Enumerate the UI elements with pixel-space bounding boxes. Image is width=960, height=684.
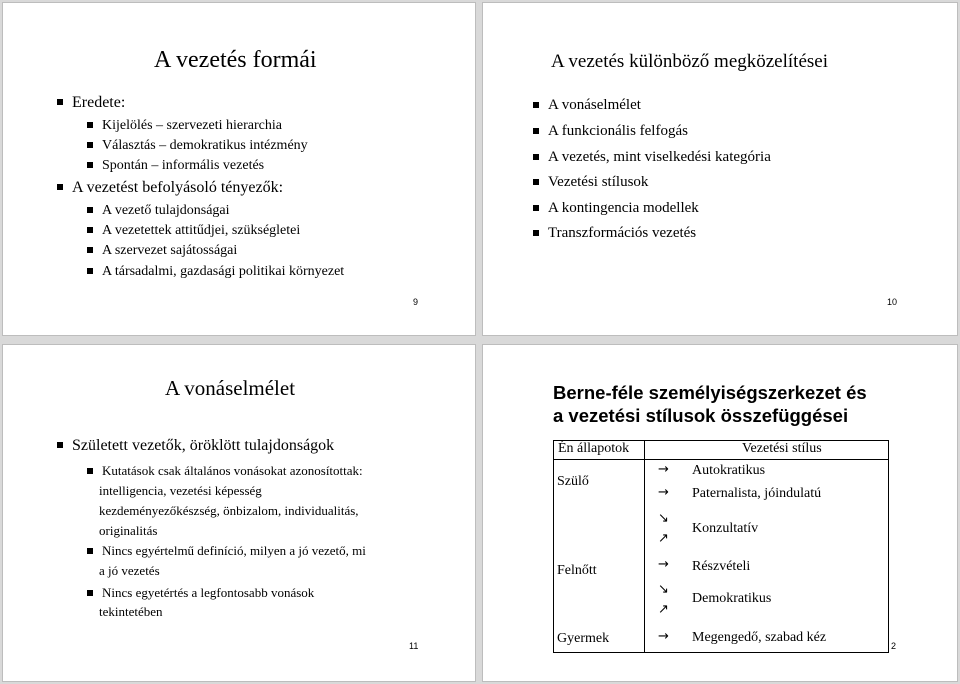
bullet-square-icon bbox=[87, 247, 93, 253]
bullet-square-icon bbox=[87, 548, 93, 554]
bullet-square-icon bbox=[57, 99, 63, 105]
style-laissez-faire: Megengedő, szabad kéz bbox=[692, 630, 827, 645]
list-item-continuation: intelligencia, vezetési képesség bbox=[99, 483, 262, 498]
slide-11-title: A vonáselmélet bbox=[165, 376, 296, 400]
list-item: A vonáselmélet bbox=[533, 97, 641, 114]
style-paternalistic: Paternalista, jóindulatú bbox=[692, 486, 822, 501]
arrow-right-icon: → bbox=[658, 629, 669, 644]
ego-state-child: Gyermek bbox=[557, 631, 610, 646]
bullet-square-icon bbox=[87, 590, 93, 596]
title-line-2: a vezetési stílusok összefüggései bbox=[553, 405, 849, 426]
bullet-square-icon bbox=[533, 205, 539, 211]
ego-state-parent: Szülő bbox=[557, 474, 589, 489]
arrow-up-right-icon: ↗ bbox=[658, 602, 669, 617]
page-number: 9 bbox=[413, 297, 419, 307]
list-item: A kontingencia modellek bbox=[533, 200, 699, 217]
bullet-square-icon bbox=[57, 442, 63, 448]
bullet-square-icon bbox=[533, 230, 539, 236]
list-item: Transzformációs vezetés bbox=[533, 225, 696, 242]
bullet-square-icon bbox=[87, 268, 93, 274]
arrow-up-right-icon: ↗ bbox=[658, 531, 669, 546]
title-line-1: Berne-féle személyiségszerkezet és bbox=[553, 382, 867, 403]
bullet-square-icon bbox=[533, 128, 539, 134]
list-item: Eredete: bbox=[57, 94, 125, 112]
list-item: A vezetettek attitűdjei, szükségletei bbox=[87, 223, 300, 239]
ego-state-adult: Felnőtt bbox=[557, 563, 597, 578]
slide-12-title bbox=[553, 381, 867, 427]
list-item: A társadalmi, gazdasági politikai környezet bbox=[87, 264, 344, 280]
bullet-square-icon bbox=[533, 179, 539, 185]
style-participative: Részvételi bbox=[692, 559, 751, 574]
list-item: Választás – demokratikus intézmény bbox=[87, 138, 308, 154]
style-consultative: Konzultatív bbox=[692, 521, 759, 536]
arrow-down-right-icon: ↘ bbox=[658, 511, 669, 526]
bullet-square-icon bbox=[87, 227, 93, 233]
bullet-square-icon bbox=[87, 122, 93, 128]
bullet-square-icon bbox=[533, 154, 539, 160]
list-item-continuation: a jó vezetés bbox=[99, 563, 160, 578]
list-item-continuation: originalitás bbox=[99, 523, 158, 538]
list-item: A funkcionális felfogás bbox=[533, 123, 688, 140]
list-item: A vezető tulajdonságai bbox=[87, 203, 230, 219]
list-item: A vezetést befolyásoló tényezők: bbox=[57, 179, 283, 197]
list-item-continuation: kezdeményezőkészség, önbizalom, individualitás, bbox=[99, 503, 359, 518]
table-header-divider bbox=[554, 459, 888, 460]
list-item: Nincs egyértelmű definíció, milyen a jó vezető, mi bbox=[87, 543, 366, 559]
bullet-square-icon bbox=[57, 184, 63, 190]
style-democratic: Demokratikus bbox=[692, 591, 772, 606]
bullet-square-icon bbox=[87, 162, 93, 168]
list-item: Spontán – informális vezetés bbox=[87, 158, 264, 174]
slide-11 bbox=[2, 344, 476, 682]
list-item: Nincs egyetértés a legfontosabb vonások bbox=[87, 585, 314, 601]
list-item: Vezetési stílusok bbox=[533, 174, 648, 191]
slide-9 bbox=[2, 2, 476, 336]
header-ego-states: Én állapotok bbox=[558, 441, 630, 456]
slide-10 bbox=[482, 2, 958, 336]
arrow-right-icon: → bbox=[658, 462, 669, 477]
table-column-divider bbox=[644, 441, 645, 652]
list-item: A szervezet sajátosságai bbox=[87, 243, 237, 259]
arrow-right-icon: → bbox=[658, 485, 669, 500]
bullet-square-icon bbox=[87, 468, 93, 474]
arrow-down-right-icon: ↘ bbox=[658, 582, 669, 597]
slide-10-title: A vezetés különböző megközelítései bbox=[551, 51, 828, 72]
page-number: 10 bbox=[887, 297, 898, 307]
list-item: Kijelölés – szervezeti hierarchia bbox=[87, 118, 282, 134]
arrow-right-icon: → bbox=[658, 557, 669, 572]
slide-9-title: A vezetés formái bbox=[154, 47, 317, 73]
list-item: Kutatások csak általános vonásokat azonosítottak: bbox=[87, 463, 363, 479]
page-number: 11 bbox=[409, 641, 419, 651]
ego-states-table bbox=[553, 440, 889, 653]
list-item: Született vezetők, öröklött tulajdonságok bbox=[57, 437, 334, 455]
slide-12 bbox=[482, 344, 958, 682]
bullet-square-icon bbox=[87, 142, 93, 148]
style-autocratic: Autokratikus bbox=[692, 463, 766, 478]
list-item: A vezetés, mint viselkedési kategória bbox=[533, 149, 771, 166]
list-item-continuation: tekintetében bbox=[99, 604, 163, 619]
bullet-square-icon bbox=[533, 102, 539, 108]
page-number: 2 bbox=[891, 641, 897, 651]
header-leadership-style: Vezetési stílus bbox=[742, 441, 822, 456]
bullet-square-icon bbox=[87, 207, 93, 213]
